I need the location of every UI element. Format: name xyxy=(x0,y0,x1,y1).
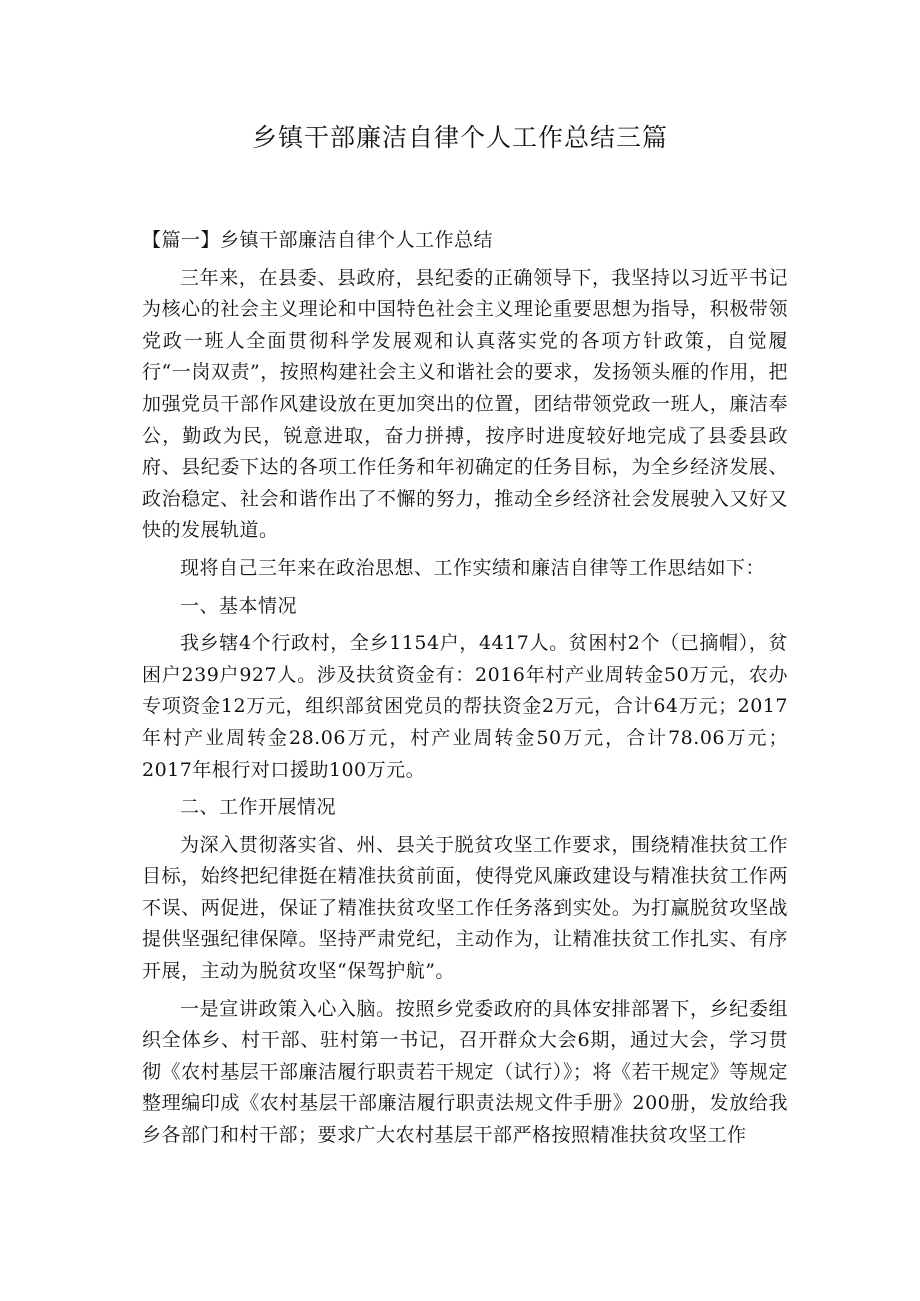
paragraph-intro: 三年来，在县委、县政府，县纪委的正确领导下，我坚持以习近平书记为核心的社会主义理论和中国特色社会主义理论重要思想为指导，积极带领党政一班人全面贯彻科学发展观和认真落实党的各项方针政策，自觉履行“一岗双责”，按照构建社会主义和谐社会的要求，发扬领头雁的作用，把加强党员干部作风建设放在更加突出的位置，团结带领党政一班人，廉洁奉公，勤政为民，锐意进取，奋力拼搏，按序时进度较好地完成了县委县政府、县纪委下达的各项工作任务和年初确定的任务目标，为全乡经济发展、政治稳定、社会和谐作出了不懈的努力，推动全乡经济社会发展驶入又好又快的发展轨道。 xyxy=(142,266,788,542)
heading-work-progress: 二、工作开展情况 xyxy=(180,796,337,819)
heading-basic-situation: 一、基本情况 xyxy=(180,594,298,617)
paragraph-work-progress: 为深入贯彻落实省、州、县关于脱贫攻坚工作要求，围绕精准扶贫工作目标，始终把纪律挺在精准扶贫前面，使得党风廉政建设与精准扶贫工作两不误、两促进，保证了精准扶贫攻坚工作任务落到实处。为打赢脱贫攻坚战提供坚强纪律保障。坚持严肃党纪，主动作为，让精准扶贫工作扎实、有序开展，主动为脱贫攻坚“保驾护航”。 xyxy=(142,833,788,983)
paragraph-policy-promotion: 一是宣讲政策入心入脑。按照乡党委政府的具体安排部署下，乡纪委组织全体乡、村干部、驻村第一书记，召开群众大会6期，通过大会，学习贯彻《农村基层干部廉洁履行职责若干规定（试行）》；将《若干规定》等规定整理编印成《农村基层干部廉洁履行职责法规文件手册》200册，发放给我乡各部门和村干部；要求广大农村基层干部严格按照精准扶贫攻坚工作 xyxy=(142,997,788,1147)
paragraph-summary-lead: 现将自己三年来在政治思想、工作实绩和廉洁自律等工作思结如下： xyxy=(180,556,766,579)
paragraph-basic-situation: 我乡辖4个行政村，全乡1154户，4417人。贫困村2个（已摘帽），贫困户239户927人。涉及扶贫资金有：2016年村产业周转金50万元，农办专项资金12万元，组织部贫困党员的帮扶资金2万元，合计64万元；2017年村产业周转金28.06万元，村产业周转金50万元，合计78.06万元；2017年根行对口援助100万元。 xyxy=(142,632,788,781)
document-body xyxy=(142,225,788,1158)
section-heading-part-one: 【篇一】乡镇干部廉洁自律个人工作总结 xyxy=(142,229,494,251)
document-title: 乡镇干部廉洁自律个人工作总结三篇 xyxy=(251,123,668,152)
